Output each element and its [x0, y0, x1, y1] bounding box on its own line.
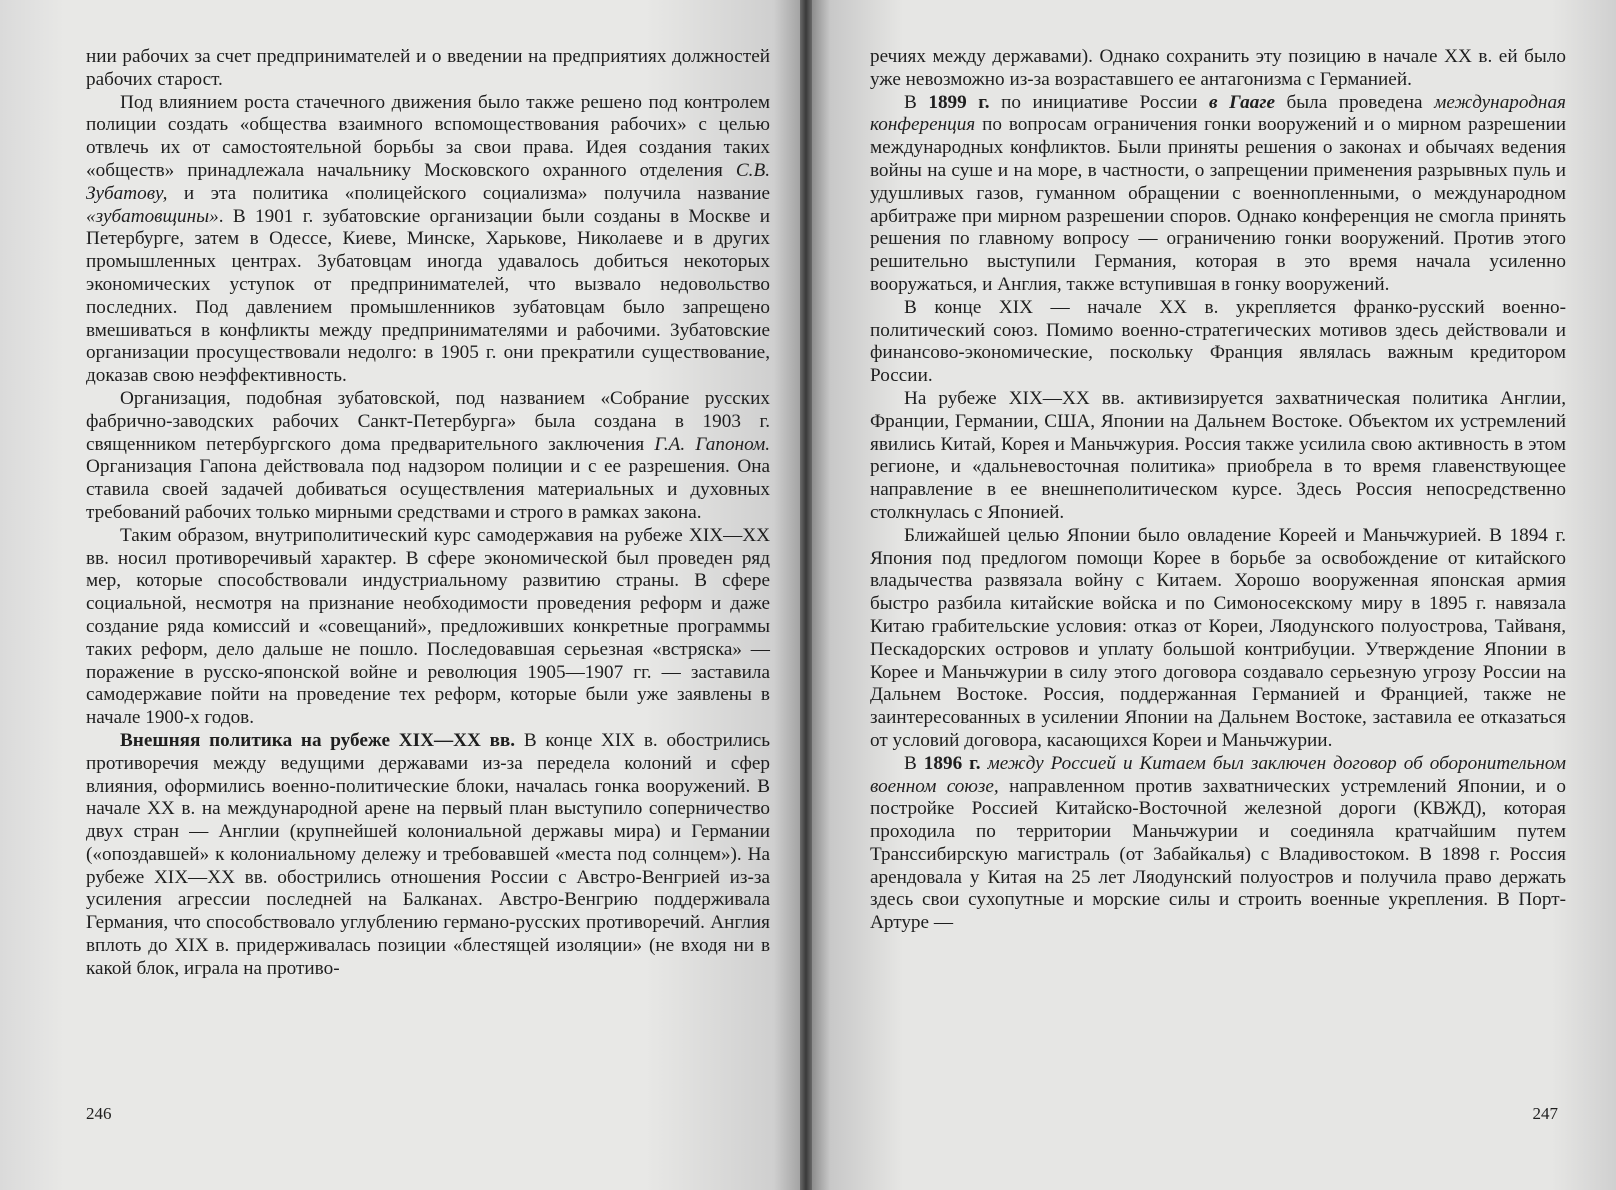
body-text: направленном против захватнических устремлений Японии, и о постройке Россией Китайско-Восточной железной дороги (КВЖД), которая проходила по территории Маньчжурии и соединяла кратчайшим путем Транссибирскую магистраль (от Забайкалья) с Владивостоком. В 1898 г. Россия арендовала у Китая на 25 лет Ляодунский полуостров и получила право держать здесь свои сухопутные и морские силы и строить военные укрепления. В Порт-Артуре — [870, 775, 1566, 934]
right-page [806, 0, 1616, 1190]
paragraph [870, 92, 1566, 297]
left-page-number: 246 [86, 1104, 112, 1123]
book-gutter [800, 0, 812, 1190]
right-page-number: 247 [1532, 1104, 1558, 1123]
body-text: На рубеже XIX—XX вв. активизируется захватническая политика Англии, Франции, Германии, США, Японии на Дальнем Востоке. Объектом их устремлений явились Китай, Корея и Маньчжурия. Россия также усилила свою активность в этом регионе, и «дальневосточная политика» приобрела в то время главенствующее направление в ее внешнеполитическом курсе. Здесь Россия непосредственно столкнулась с Японией. [870, 387, 1566, 523]
emphasis-text: «зубатовщины» [86, 205, 219, 227]
body-text: В конце XIX — начале XX в. укрепляется франко-русский военно-политический союз. Помимо военно-стратегических мотивов здесь действовали и финансово-экономические, поскольку Франция являлась важным кредитором России. [870, 296, 1566, 387]
paragraph [870, 753, 1566, 935]
emphasis-text: 1896 г. [923, 752, 981, 774]
emphasis-text: Г.А. Гапоном. [654, 433, 770, 455]
emphasis-text: 1899 г. [928, 91, 990, 113]
right-page-text [870, 46, 1566, 935]
paragraph [870, 388, 1566, 525]
emphasis-text: в Гааге [1208, 91, 1275, 113]
left-page [0, 0, 806, 1190]
body-text: В [904, 91, 929, 113]
body-text: по инициативе России [989, 91, 1209, 113]
body-text: . В 1901 г. зубатовские организации были созданы в Москве и Петербурге, затем в Одессе, Киеве, Минске, Харькове, Николаеве и в других промышленных центрах. Зубатовцам иногда удавалось добиться некоторых экономических уступок от предпринимателей, что вызвало недовольство последних. Под давлением промышленников зубатовцам было запрещено вмешиваться в конфликты между предпринимателями и рабочими. Зубатовские организации просуществовали недолго: в 1905 г. они прекратили существование, доказав свою неэффективность. [86, 205, 770, 387]
body-text: и эта политика «полицейского социализма» получила название [167, 182, 770, 204]
paragraph [86, 730, 770, 981]
body-text: Организация Гапона действовала под надзором полиции и с ее разрешения. Она ставила своей задачей добиваться осуществления материальных и духовных требований рабочих только мирными средствами и строго в рамках закона. [86, 456, 770, 523]
body-text: В [904, 752, 924, 774]
paragraph [86, 92, 770, 388]
paragraph [870, 46, 1566, 92]
body-text: нии рабочих за счет предпринимателей и о введении на предприятиях должностей рабочих старост. [86, 46, 770, 90]
body-text: Таким образом, внутриполитический курс самодержавия на рубеже XIX—XX вв. носил противоречивый характер. В сфере экономической был проведен ряд мер, которые способствовали индустриальному развитию страны. В сфере социальной, несмотря на признание необходимости проведения реформ и даже создание ряда комиссий и «совещаний», предложивших конкретные программы таких реформ, дело дальше не пошло. Последовавшая серьезная «встряска» — поражение в русско-японской войне и революция 1905—1907 гг. — заставила самодержавие пойти на проведение тех реформ, которые были уже заявлены в начале 1900-х годов. [86, 524, 770, 729]
body-text: В конце XIX в. обострились противоречия между ведущими державами из-за передела колоний и сфер влияния, оформились военно-политические блоки, началась гонка вооружений. В начале XX в. на международной арене на первый план выступило соперничество двух стран — Англии (крупнейшей колониальной державы мира) и Германии («опоздавшей» к колониальному дележу и требовавшей «места под солнцем»). На рубеже XIX—XX вв. обострились отношения России с Австро-Венгрией из-за усиления агрессии последней на Балканах. Австро-Венгрию поддерживала Германия, что способствовало углублению германо-русских противоречий. Англия вплоть до XIX в. придерживалась позиции «блестящей изоляции» (не входя ни в какой блок, играла на противо- [86, 729, 770, 979]
left-page-text [86, 46, 770, 981]
body-text: речиях между державами). Однако сохранить эту позицию в начале XX в. ей было уже невозможно из-за возраставшего ее антагонизма с Германией. [870, 46, 1566, 90]
paragraph [86, 525, 770, 730]
body-text: была проведена [1274, 91, 1435, 113]
body-text: по вопросам ограничения гонки вооружений и о мирном разрешении международных конфликтов. Были приняты решения о законах и обычаях ведения войны на суше и на море, в частности, о запрещении применения разрывных пуль и удушливых газов, гуманном обращении с военнопленными, о международном арбитраже при мирном разрешении споров. Однако конференция не смогла принять решения по главному вопросу — ограничению гонки вооружений. Против этого решительно выступили Германия, которая в это время начала усиленно вооружаться, и Англия, также вступившая в гонку вооружений. [870, 114, 1566, 295]
emphasis-text: Внешняя политика на рубеже XIX—XX вв. [120, 729, 516, 751]
body-text: Организация, подобная зубатовской, под названием «Собрание русских фабрично-заводских рабочих Санкт-Петербурга» была создана в 1903 г. священником петербургского дома предварительного заключения [86, 387, 770, 455]
paragraph [86, 388, 770, 525]
paragraph [870, 525, 1566, 753]
paragraph [86, 46, 770, 92]
emphasis-text: между Россией и Китаем был заключен договор об оборонительном военном союзе, [870, 752, 1566, 797]
emphasis-text: С.В. Зубатову, [86, 159, 770, 204]
emphasis-text: международная конференция [870, 91, 1566, 136]
body-text: Под влиянием роста стачечного движения было также решено под контролем полиции создать «общества взаимного вспомоществования рабочих» с целью отвлечь их от самостоятельной борьбы за свои права. Идея создания таких «обществ» принадлежала начальнику Московского охранного отделения [86, 91, 770, 181]
body-text: Ближайшей целью Японии было овладение Кореей и Маньчжурией. В 1894 г. Япония под предлогом помощи Корее в борьбе за освобождение от китайского владычества развязала войну с Китаем. Хорошо вооруженная японская армия быстро разбила китайские войска и по Симоносекскому миру в 1895 г. навязала Китаю грабительские условия: отказ от Кореи, Ляодунского полуострова, Тайваня, Пескадорских островов и уплату большой контрибуции. Утверждение Японии в Корее и Маньчжурии в силу этого договора создавало серьезную угрозу России на Дальнем Востоке. Россия, поддержанная Германией и Францией, также не заинтересованных в усилении Японии на Дальнем Востоке, заставила ее отказаться от условий договора, касающихся Кореи и Маньчжурии. [870, 524, 1566, 751]
paragraph [870, 297, 1566, 388]
body-text [981, 753, 988, 774]
